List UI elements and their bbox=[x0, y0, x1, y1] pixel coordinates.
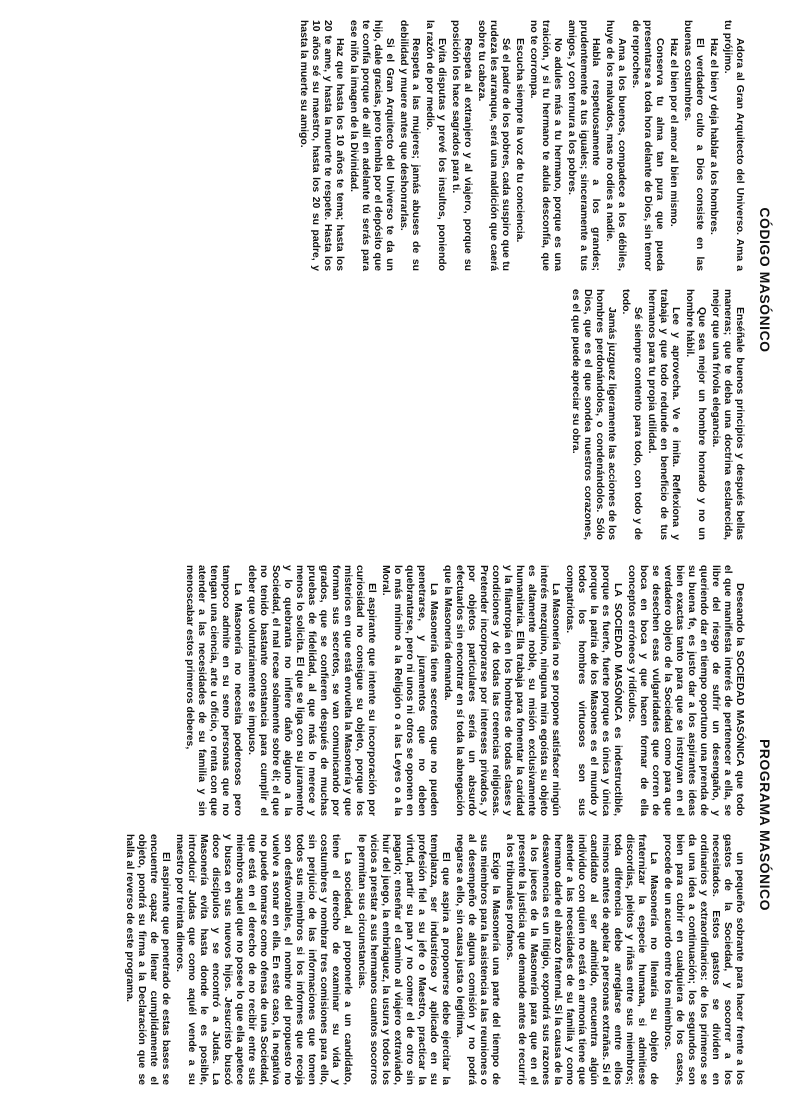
programa-masonico-page bbox=[17, 565, 777, 1085]
paragraph: Jamás juzguez ligeramente las acciones de los hombres perdonándolos, o condenándolos. Sólo Dios, que es el que sondea nuestros corazones, es el que puede apreciar su obra. bbox=[570, 289, 617, 540]
paragraph: La Masonería no necesita poderosos pero tampoco admite en su seno personas que no tengan una ciencia, arte u oficio, o renta con que atender a las necesidades de su familia y sin menoscabar estos primeros deberes, bbox=[184, 565, 243, 816]
paragraph: LA SOCIEDAD MASÓNICA es indestructible, porque es fuerte, fuerte porque es única y única porque la patria de los Masones es el mundo y todos los hombres virtuosos son sus compatriotas. bbox=[564, 565, 623, 816]
paragraph: Exige la Masonería una parte del tiempo de sus miembros para la asistencia a las reuniones o al desempeño de alguna comisión y no podrá negarse a ello, sin causa justa o legítima. bbox=[454, 834, 501, 1085]
paragraph: Haz el bien y deja hablar a los hombres. bbox=[708, 38, 719, 235]
programa-column-2 bbox=[121, 834, 745, 1085]
paragraph: La sociedad, al proponerle a un candidato, tiene el derecho de examinar su vida y costumbres y nombrar tres comisiones para ello, sin perjuicio de las informaciones que tomen todos sus miembros si los informes que recoja son desfavorables, el nombre del propuesto no vuelve a sonar en ella. En este caso, la negativa no puede tomarse como ofensa de una Sociedad, que está en el derecho de no recibir entre sus miembros aquel que no posee lo que ella apetece y busca en sus nuevos hijos. Jesucristo buscó doce discípulos y se encontró a Judas. La Masonería evita hasta donde le es posible, introducir Judas que como aquél vende a su maestro por treinta dineros. bbox=[174, 834, 353, 1085]
paragraph: Deseando la SOCIEDAD MASÓNICA que todo el que manifiesta interés de pertenecer a ella, se libre del riesgo de sufrir un desengaño, y queriendo dar en tiempo oportuno una prenda de su buena fe, es justo dar a los aspirantes ideas bien exactas tanto para que se instruyan en el verdadero objeto de la Sociedad como para que se desechen esas vulgaridades que corren de boca en boca y que hacen formar de ella conceptos erróneos y ridículos. bbox=[626, 565, 745, 816]
paragraph: La Masonería no se propone satisfacer ningún interés mezquino, ninguna mira egoísta su objeto es altamente noble, su misión exclusivamente humanitaria. Ella trabaja para fomentar la caridad y la filantropía en los hombres de todas clases y condiciones y de todas las creencias religiosas. Pretender incorporarse por intereses privados, y por objetos particulares sería un absurdo efectuarlos sin encontrar en sí toda la abnegación que la Masonería demanda. bbox=[442, 565, 561, 816]
paragraph: El aspirante que penetrado de estas bases se encuentre capaz de llenar cumplidamente el objeto, pondrá su firma a la Declaración que se halla al reverso de este programa. bbox=[124, 834, 171, 1085]
codigo-column-1 bbox=[295, 20, 745, 271]
paragraph: Respeta a las mujeres; jamás abuses de su debilidad y muere antes que deshonrarlas. bbox=[398, 20, 421, 271]
paragraph: La Masonería no llenaría su objeto de fraternizar la especie humana, si admitiese discordias, pleitos y riñas entre sus miembros; toda diferencia debe arreglarse entre ellos mismos antes de apelar a personas extrañas. Si el candidato al ser admitido, encuentra algún individuo con quien no está en armonía tiene que atender a las necesidades de su familia y como hermano darle el abrazo fraternal. Si la causa de la desavenencia es un litigio, expondrá sus razones a los jueces de la Masonería para que en el presente la justicia que demande antes de recurrir a los tribunales profanos. bbox=[504, 834, 659, 1085]
paragraph: El que aspira a proponerse debe ejercitar la templanza, ser industrioso y aplicado en su profesión fiel a su jefe o Maestro, practicar la virtud, partir su pan y no comer el de otro sin pagarlo; enseñar el camino al viajero extraviado, huir del juego, la embriaguez, la usura y todos los vicios a prestar a sus hermanos cuantos socorros le permitan sus circunstancias. bbox=[356, 834, 451, 1085]
programa-masonico-title: PROGRAMA MASÓNICO bbox=[757, 738, 773, 912]
paragraph: Sé el padre de los pobres, cada suspiro que tu rudeza les arranque, será una maldición que caerá sobre tu cabeza. bbox=[476, 20, 511, 271]
codigo-masonico-title: CÓDIGO MASÓNICO bbox=[757, 207, 773, 353]
paragraph: No adules más a tu hermano, porque es una traición, y si tu hermano te adula desconfía, que no te corrompa. bbox=[528, 20, 563, 271]
paragraph: Habla respetuosamente a los grandes; prudentemente a tus iguales; sinceramente a tus amigos, y con ternura a los pobres. bbox=[566, 20, 601, 271]
programa-columns bbox=[121, 565, 745, 1085]
paragraph: Haz el bien por el amor al bien mismo. bbox=[668, 38, 679, 227]
paragraph: Evita disputas y prevé los insultos, poniendo la razón de por medio. bbox=[424, 20, 447, 271]
paragraph: El aspirante que intente su incorporación por curiosidad no consigue su objeto, porque los misterios en que está envuelta la Masonería y que forman sus secretos, se van comunicando por grados, que se confieren después de muchas pruebas de fidelidad, al que más lo merece y menos lo solicita. El que se liga con su juramento y lo quebranta no infiere daño alguno a la Sociedad, el mal recae solamente sobre él; el que no tenido bastante constancia para cumplir el deber que voluntariamente se impuso. bbox=[246, 565, 377, 816]
paragraph: Ama a los buenos, compadece a los débiles, huye de los malvados, mas no odies a nadie. bbox=[604, 20, 627, 271]
paragraph: El verdadero culto a Dios consiste en las buenas costumbres. bbox=[682, 20, 705, 271]
paragraph: Respeta al extranjero y al viajero, porque su posición los hace sagrados para ti. bbox=[450, 20, 473, 271]
paragraph: Lee y aprovecha. Ve e imita. Reflexiona y trabaja y que todo redunde en beneficio de tus hermanos para tu propia utilidad. bbox=[646, 289, 681, 540]
paragraph: Conserva tu alma tan pura que pueda presentarse a toda hora delante de Dios, sin temor de reproches. bbox=[630, 20, 665, 271]
paragraph: un pequeño sobrante para hacer frente a los gastos de la Sociedad, y socorrer a los necesitados. Estos gastos se dividen en ordinarios y extraordinarios: de los primeros se da una idea a continuación; los segundos son bien para cubrir en cualquiera de los casos, procede de un acuerdo entre los miembros. bbox=[662, 834, 745, 1085]
paragraph: Si el Gran Arquitecto del Universo te da un hijo, dale gracias, pero tiembla por el depósito que te confía porque de allí en adelante tú serás para ese niño la imagen de la Divinidad. bbox=[348, 20, 395, 271]
paragraph: Que sea mejor un hombre honrado y no un hombre hábil. bbox=[684, 289, 707, 540]
programa-column-1 bbox=[121, 565, 745, 816]
paragraph: Sé siempre contento para todo, con todo y de todo. bbox=[620, 289, 643, 540]
codigo-column-2 bbox=[295, 289, 745, 540]
codigo-masonico-page bbox=[17, 20, 777, 540]
paragraph: Adora al Gran Arquitecto del Universo. Ama a tu prójimo. bbox=[722, 20, 745, 271]
paragraph: Escucha siempre la voz de tu conciencia. bbox=[514, 38, 525, 243]
codigo-columns bbox=[295, 20, 745, 540]
paragraph: Enséñale buenos principios y después bellas maneras; que te deba una doctrina esclarecida, mejor que una frívola elegancia. bbox=[710, 289, 745, 540]
paragraph: Haz que hasta los 10 años te tema; hasta los 20 te ame, y hasta la muerte te respete. Hasta los 10 años sé su maestro, hasta los 20 su padre, y hasta la muerte su amigo. bbox=[298, 20, 345, 271]
paragraph: La Masonería tiene secretos que no pueden penetrarse, y juramentos que no deben quebrantarse, pero ni unos ni otros se oponen en lo más mínimo a la Religión o a las Leyes o a la Moral. bbox=[380, 565, 439, 816]
